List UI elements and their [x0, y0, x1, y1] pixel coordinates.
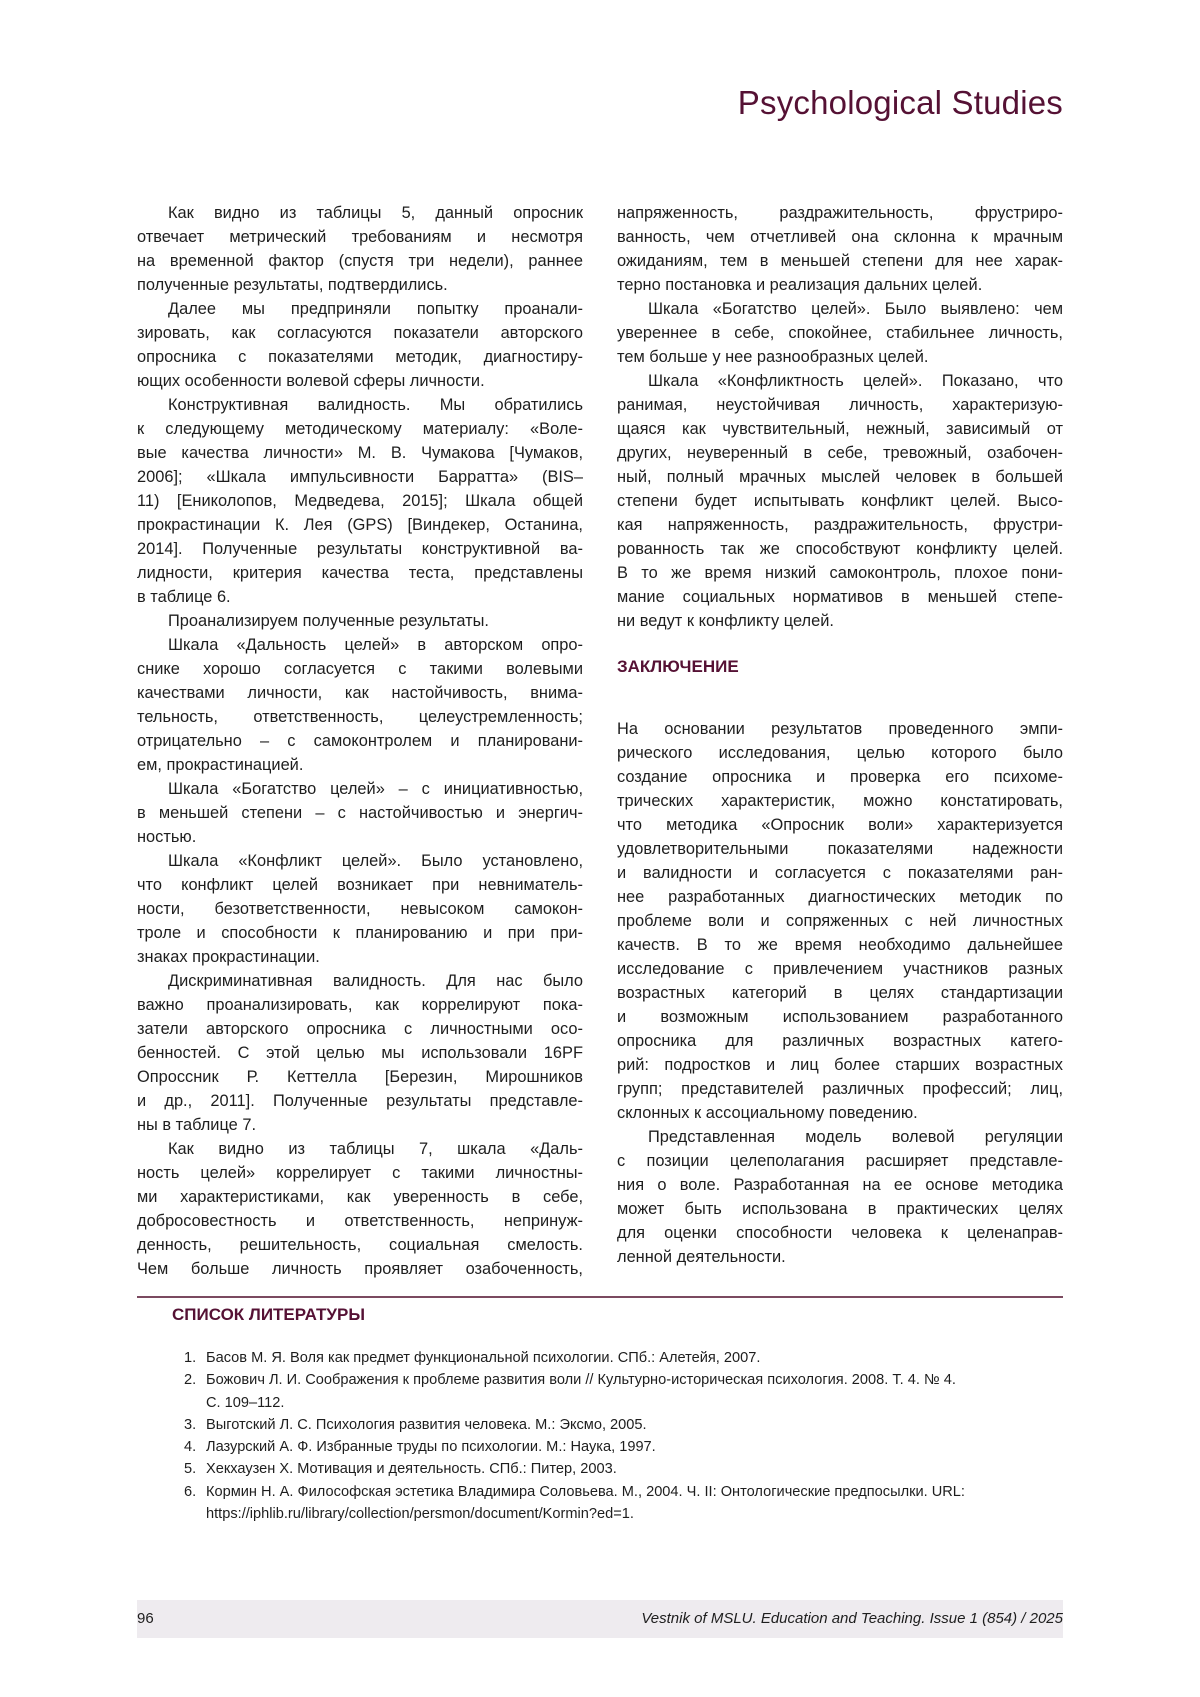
text-line: кая напряженность, раздражительность, фрустри- — [617, 513, 1063, 537]
text-line: и валидности и согласуется с показателями ран- — [617, 861, 1063, 885]
text-line: качеств. В то же время необходимо дальнейшее — [617, 933, 1063, 957]
reference-item — [172, 1347, 1063, 1369]
right-column-body — [617, 201, 1063, 633]
paragraph — [617, 201, 1063, 297]
reference-item — [172, 1414, 1063, 1436]
text-line: Конструктивная валидность. Мы обратились — [137, 393, 583, 417]
text-line: к следующему методическому материалу: «Воле- — [137, 417, 583, 441]
text-line: ный, полный мрачных мыслей человек в большей — [617, 465, 1063, 489]
text-line: Представленная модель волевой регуляции — [617, 1125, 1063, 1149]
text-line: 2014]. Полученные результаты конструктивной ва- — [137, 537, 583, 561]
journal-name: Vestnik of MSLU. Education and Teaching. Issue 1 (854) / 2025 — [641, 1600, 1063, 1638]
text-line: степени будет испытывать конфликт целей. Высо- — [617, 489, 1063, 513]
paragraph — [137, 609, 583, 633]
reference-number: 4. — [184, 1436, 206, 1458]
text-line: опросника для различных возрастных катего- — [617, 1029, 1063, 1053]
reference-number: 6. — [184, 1481, 206, 1503]
text-line: удовлетворительными показателями надежности — [617, 837, 1063, 861]
text-line: трических характеристик, можно констатировать, — [617, 789, 1063, 813]
text-line: в меньшей степени – с настойчивостью и энергич- — [137, 801, 583, 825]
reference-text: Выготский Л. С. Психология развития человека. М.: Эксмо, 2005. — [206, 1414, 647, 1436]
paragraph — [137, 393, 583, 609]
text-line: терно постановка и реализация дальних целей. — [617, 273, 1063, 297]
text-line: нее разработанных диагностических методик по — [617, 885, 1063, 909]
reference-number: 2. — [184, 1369, 206, 1391]
text-line: что конфликт целей возникает при невниматель- — [137, 873, 583, 897]
text-line: исследование с привлечением участников разных — [617, 957, 1063, 981]
left-column — [137, 201, 583, 1281]
text-line: ны в таблице 7. — [137, 1113, 583, 1137]
paragraph — [617, 1125, 1063, 1269]
section-divider — [137, 1296, 1063, 1298]
text-line: Шкала «Богатство целей» – с инициативностью, — [137, 777, 583, 801]
references-heading: СПИСОК ЛИТЕРАТУРЫ — [172, 1304, 365, 1326]
text-line: ранимая, неустойчивая личность, характеризую- — [617, 393, 1063, 417]
reference-text: Кормин Н. А. Философская эстетика Владимира Соловьева. М., 2004. Ч. II: Онтологические предпосылки. URL: — [206, 1481, 965, 1503]
text-line: Проанализируем полученные результаты. — [137, 609, 583, 633]
reference-item — [172, 1481, 1063, 1503]
text-line: отрицательно – с самоконтролем и планировани- — [137, 729, 583, 753]
text-line: Как видно из таблицы 5, данный опросник — [137, 201, 583, 225]
text-line: на временной фактор (спустя три недели), раннее — [137, 249, 583, 273]
reference-continuation — [172, 1392, 1063, 1414]
text-line: рического исследования, целью которого было — [617, 741, 1063, 765]
reference-item — [172, 1458, 1063, 1480]
paragraph — [137, 1137, 583, 1281]
text-line: Далее мы предприняли попытку проанали- — [137, 297, 583, 321]
text-line: затели авторского опросника с личностными осо- — [137, 1017, 583, 1041]
text-line: щаяся как чувствительный, нежный, зависимый от — [617, 417, 1063, 441]
conclusion-heading: ЗАКЛЮЧЕНИЕ — [617, 655, 1063, 679]
text-line: ем, прокрастинацией. — [137, 753, 583, 777]
text-line: прокрастинации К. Лея (GPS) [Виндекер, Останина, — [137, 513, 583, 537]
text-line: знаках прокрастинации. — [137, 945, 583, 969]
text-line: ни ведут к конфликту целей. — [617, 609, 1063, 633]
text-line: Шкала «Богатство целей». Было выявлено: чем — [617, 297, 1063, 321]
text-line: Шкала «Дальность целей» в авторском опро- — [137, 633, 583, 657]
paragraph — [137, 201, 583, 297]
text-line: что методика «Опросник воли» характеризуется — [617, 813, 1063, 837]
reference-text: Лазурский А. Ф. Избранные труды по психологии. М.: Наука, 1997. — [206, 1436, 656, 1458]
reference-item — [172, 1436, 1063, 1458]
text-line: полученные результаты, подтвердились. — [137, 273, 583, 297]
conclusion-body — [617, 717, 1063, 1269]
reference-continuation — [172, 1503, 1063, 1525]
text-line: и др., 2011]. Полученные результаты представле- — [137, 1089, 583, 1113]
reference-number: 3. — [184, 1414, 206, 1436]
text-line: В то же время низкий самоконтроль, плохое пони- — [617, 561, 1063, 585]
text-line: лидности, критерия качества теста, представлены — [137, 561, 583, 585]
text-line: в таблице 6. — [137, 585, 583, 609]
page-number: 96 — [137, 1600, 154, 1638]
reference-number: 1. — [184, 1347, 206, 1369]
text-line: проблеме воли и сопряженных с ней личностных — [617, 909, 1063, 933]
text-line: ния о воле. Разработанная на ее основе методика — [617, 1173, 1063, 1197]
text-line: бенностей. С этой целью мы использовали 16PF — [137, 1041, 583, 1065]
text-line: Шкала «Конфликт целей». Было установлено, — [137, 849, 583, 873]
text-line: склонных к ассоциальному поведению. — [617, 1101, 1063, 1125]
text-line: 2006]; «Шкала импульсивности Барратта» (BIS– — [137, 465, 583, 489]
text-line: и возможным использованием разработанного — [617, 1005, 1063, 1029]
text-line: денность, решительность, социальная смелость. — [137, 1233, 583, 1257]
reference-item — [172, 1369, 1063, 1391]
text-line: снике хорошо согласуется с такими волевыми — [137, 657, 583, 681]
reference-text: Хекхаузен Х. Мотивация и деятельность. СПб.: Питер, 2003. — [206, 1458, 617, 1480]
text-line: других, неуверенный в себе, тревожный, озабочен- — [617, 441, 1063, 465]
text-line: добросовестность и ответственность, непринуж- — [137, 1209, 583, 1233]
text-line: рий: подростков и лиц более старших возрастных — [617, 1053, 1063, 1077]
right-column — [617, 201, 1063, 1269]
reference-number: 5. — [184, 1458, 206, 1480]
text-line: ностью. — [137, 825, 583, 849]
text-line: зировать, как согласуются показатели авторского — [137, 321, 583, 345]
text-line: Дискриминативная валидность. Для нас было — [137, 969, 583, 993]
text-line: Опроссник Р. Кеттелла [Березин, Мирошников — [137, 1065, 583, 1089]
text-line: возрастных категорий в целях стандартизации — [617, 981, 1063, 1005]
text-line: вые качества личности» М. В. Чумакова [Чумаков, — [137, 441, 583, 465]
text-line: ность целей» коррелирует с такими личностны- — [137, 1161, 583, 1185]
reference-text: https://iphlib.ru/library/collection/persmon/document/Kormin?ed=1. — [206, 1503, 634, 1525]
text-line: качествами личности, как настойчивость, внима- — [137, 681, 583, 705]
text-line: увереннее в себе, спокойнее, стабильнее личность, — [617, 321, 1063, 345]
text-line: троле и способности к планированию и при при- — [137, 921, 583, 945]
section-title: Psychological Studies — [738, 84, 1063, 122]
paragraph — [137, 777, 583, 849]
paragraph — [617, 369, 1063, 633]
paragraph — [617, 717, 1063, 1125]
text-line: ющих особенности волевой сферы личности. — [137, 369, 583, 393]
text-line: Шкала «Конфликтность целей». Показано, что — [617, 369, 1063, 393]
text-line: ности, безответственности, невысоком самокон- — [137, 897, 583, 921]
reference-text: С. 109–112. — [206, 1392, 284, 1414]
text-line: создание опросника и проверка его психоме- — [617, 765, 1063, 789]
text-line: может быть использована в практических целях — [617, 1197, 1063, 1221]
paragraph — [137, 633, 583, 777]
reference-text: Божович Л. И. Соображения к проблеме развития воли // Культурно-историческая психология. 2008. Т. 4. № 4. — [206, 1369, 956, 1391]
text-line: Как видно из таблицы 7, шкала «Даль- — [137, 1137, 583, 1161]
text-line: 11) [Ениколопов, Медведева, 2015]; Шкала общей — [137, 489, 583, 513]
text-line: На основании результатов проведенного эмпи- — [617, 717, 1063, 741]
text-line: рованность так же способствуют конфликту целей. — [617, 537, 1063, 561]
text-line: мание социальных нормативов в меньшей степе- — [617, 585, 1063, 609]
text-line: опросника с показателями методик, диагностиру- — [137, 345, 583, 369]
text-line: Чем больше личность проявляет озабоченность, — [137, 1257, 583, 1281]
text-line: важно проанализировать, как коррелируют пока- — [137, 993, 583, 1017]
text-line: ожиданиям, тем в меньшей степени для нее харак- — [617, 249, 1063, 273]
text-line: напряженность, раздражительность, фрустриро- — [617, 201, 1063, 225]
paragraph — [137, 849, 583, 969]
text-line: тельность, ответственность, целеустремленность; — [137, 705, 583, 729]
paragraph — [137, 297, 583, 393]
reference-text: Басов М. Я. Воля как предмет функциональной психологии. СПб.: Алетейя, 2007. — [206, 1347, 760, 1369]
text-line: ванность, чем отчетливей она склонна к мрачным — [617, 225, 1063, 249]
text-line: для оценки способности человека к целенаправ- — [617, 1221, 1063, 1245]
paragraph — [617, 297, 1063, 369]
text-line: ленной деятельности. — [617, 1245, 1063, 1269]
text-line: ми характеристиками, как уверенность в себе, — [137, 1185, 583, 1209]
references-list — [172, 1347, 1063, 1525]
text-line: групп; представителей различных профессий; лиц, — [617, 1077, 1063, 1101]
paragraph — [137, 969, 583, 1137]
text-line: тем больше у нее разнообразных целей. — [617, 345, 1063, 369]
text-line: отвечает метрический требованиям и несмотря — [137, 225, 583, 249]
page-footer — [137, 1600, 1063, 1638]
text-line: с позиции целеполагания расширяет представле- — [617, 1149, 1063, 1173]
